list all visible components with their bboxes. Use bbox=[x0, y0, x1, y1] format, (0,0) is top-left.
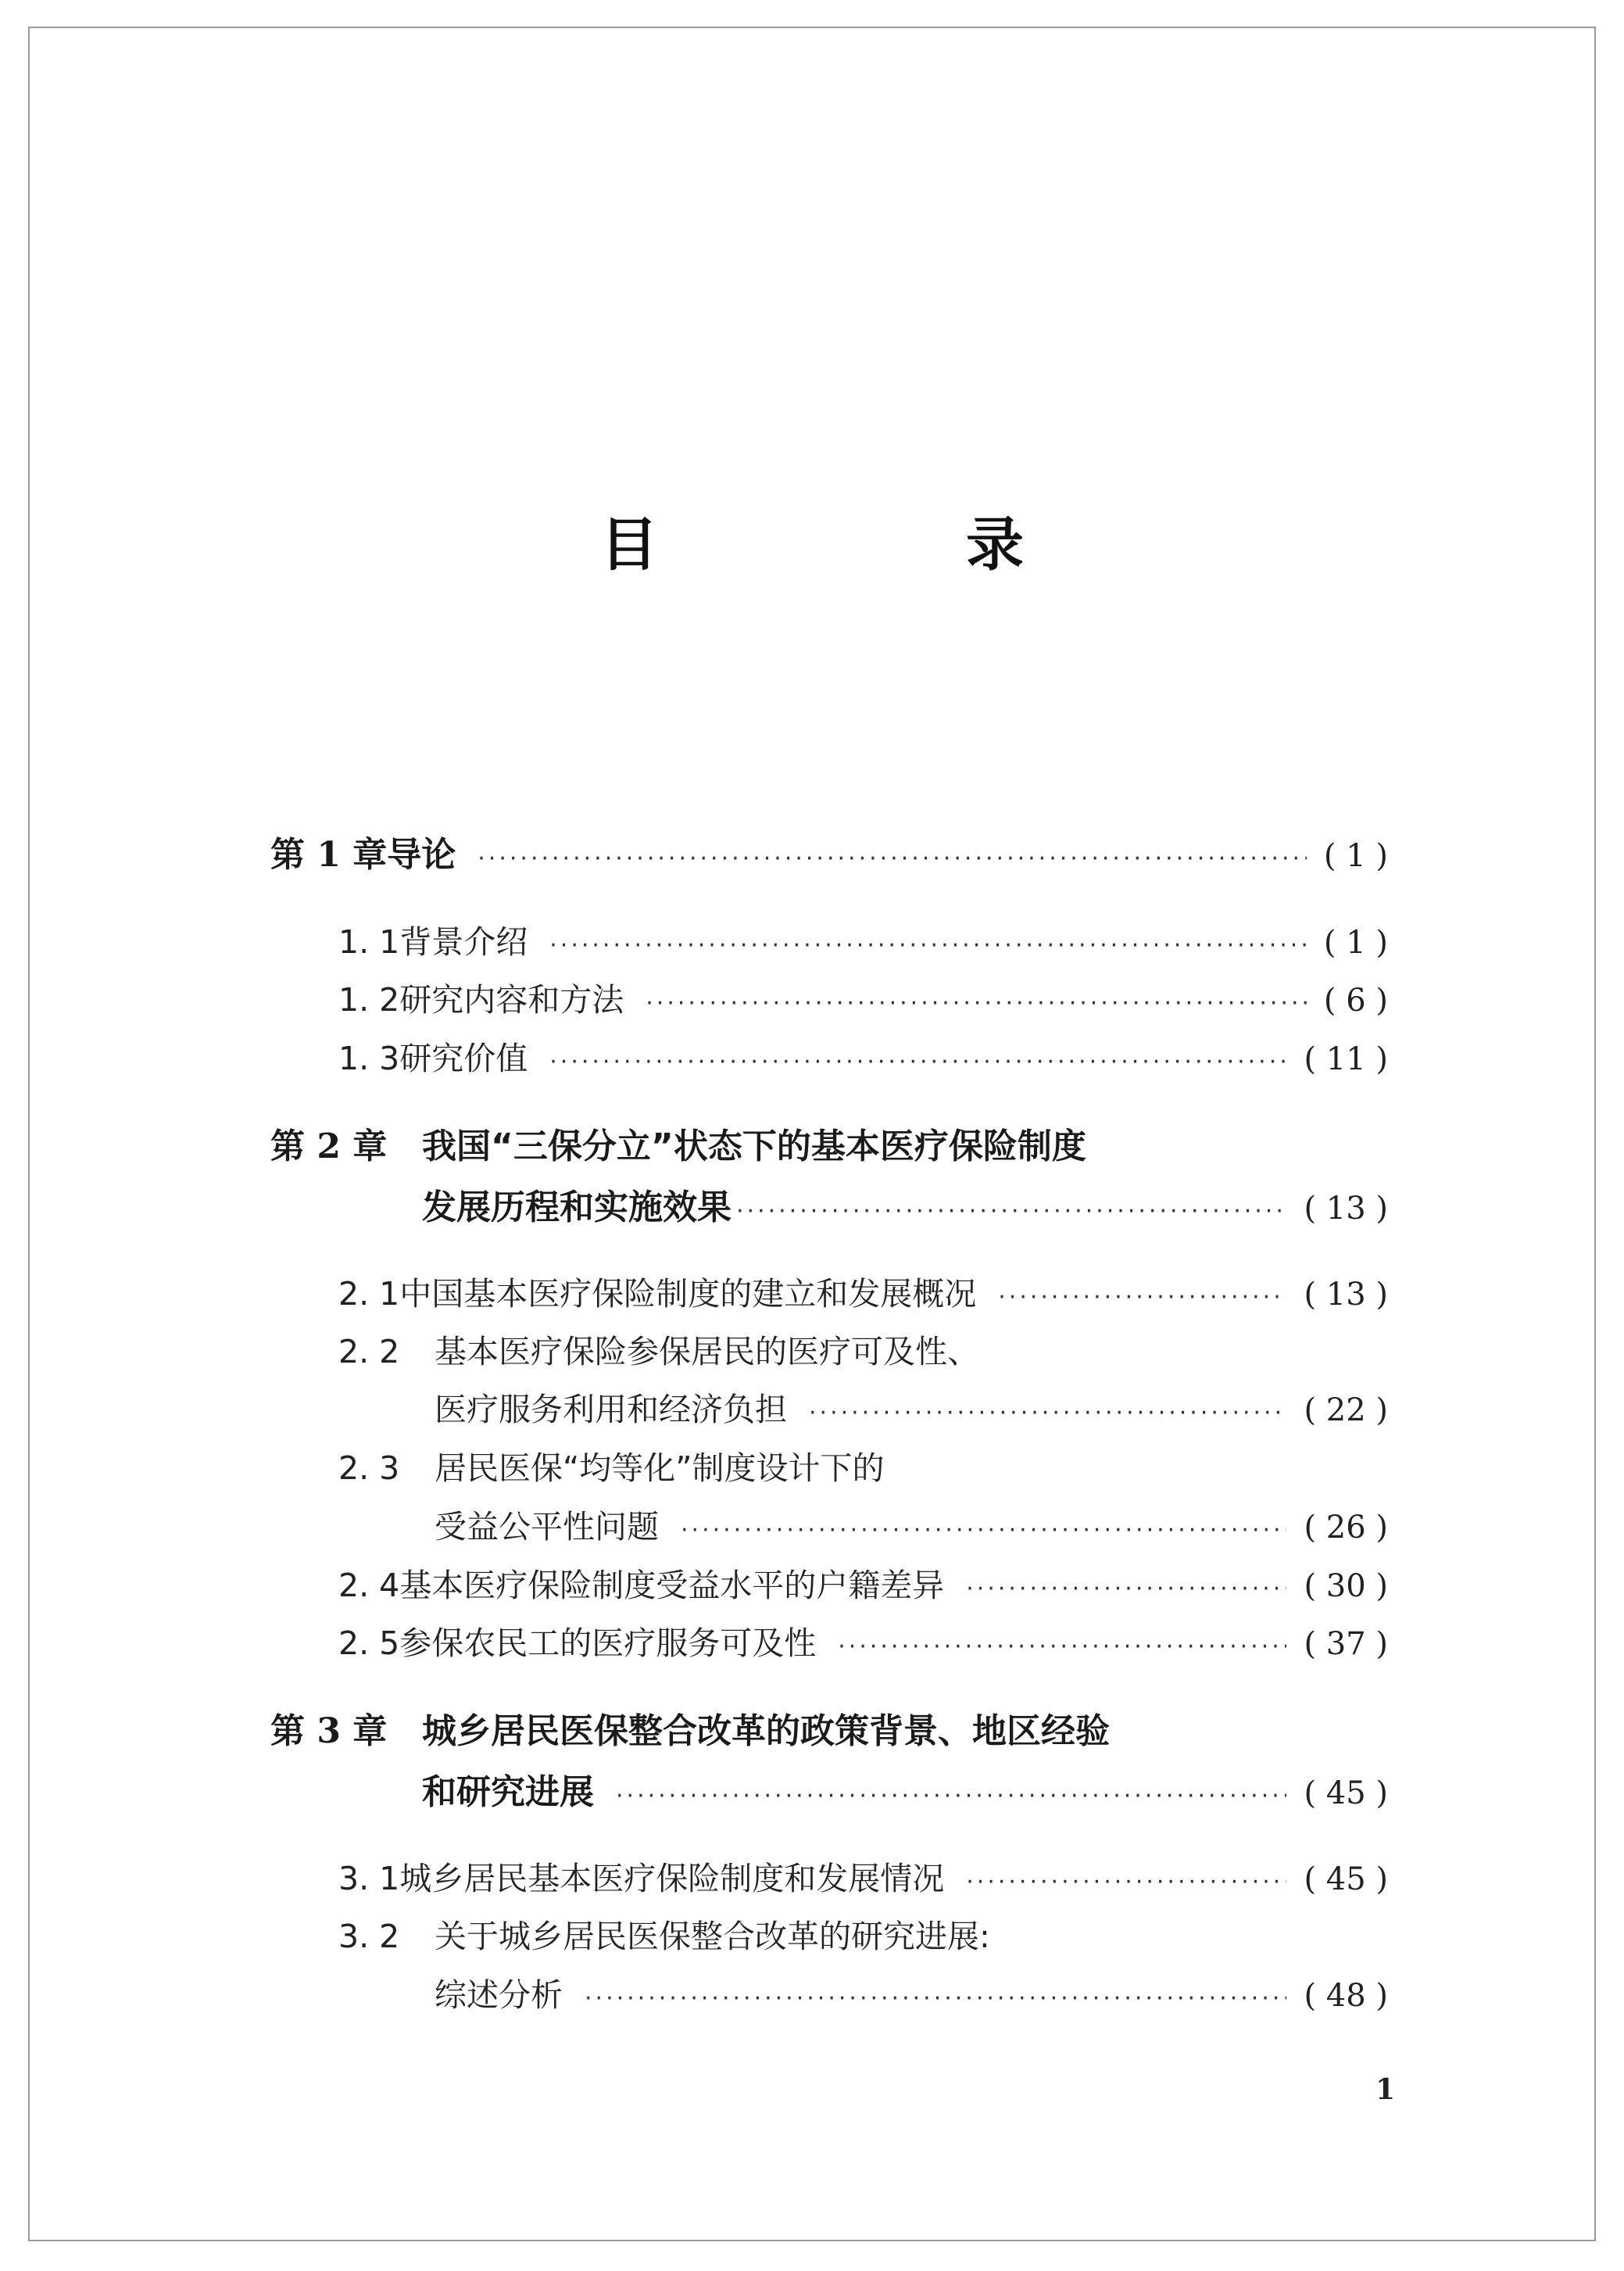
toc-section-3-2-line-1[interactable] bbox=[338, 1912, 990, 1961]
page-number: ( 48 ) bbox=[1304, 1978, 1388, 2014]
page-number: ( 37 ) bbox=[1304, 1626, 1388, 1662]
leader-dots bbox=[549, 1038, 1286, 1087]
toc-section-3-2-line-2[interactable] bbox=[435, 1971, 1388, 2019]
section-number: 1. 2 bbox=[338, 981, 400, 1019]
leader-dots bbox=[585, 1975, 1286, 2023]
page-folio: 1 bbox=[1375, 2073, 1396, 2106]
toc-section-1-2[interactable] bbox=[338, 976, 1388, 1024]
section-title: 关于城乡居民医保整合改革的研究进展: bbox=[435, 1918, 990, 1955]
chapter-title: 城乡居民医保整合改革的政策背景、地区经验 bbox=[422, 1711, 1110, 1751]
section-title: 基本医疗保险参保居民的医疗可及性、 bbox=[435, 1333, 979, 1370]
section-number: 2. 3 bbox=[338, 1449, 400, 1487]
section-title: 研究价值 bbox=[399, 1040, 528, 1077]
leader-dots bbox=[966, 1565, 1286, 1614]
chapter-number: 第 1 章 bbox=[270, 835, 388, 875]
chapter-title: 我国“三保分立”状态下的基本医疗保险制度 bbox=[422, 1127, 1086, 1166]
toc-section-2-2-line-1[interactable] bbox=[338, 1327, 979, 1376]
section-number: 2. 2 bbox=[338, 1333, 400, 1370]
page-number: ( 13 ) bbox=[1304, 1277, 1388, 1313]
section-title: 城乡居民基本医疗保险制度和发展情况 bbox=[399, 1860, 945, 1897]
page-number: ( 45 ) bbox=[1304, 1861, 1388, 1897]
leader-dots bbox=[681, 1506, 1286, 1555]
section-number: 2. 5 bbox=[338, 1624, 400, 1662]
page-number: ( 11 ) bbox=[1304, 1041, 1388, 1077]
section-title: 中国基本医疗保险制度的建立和发展概况 bbox=[399, 1275, 977, 1313]
chapter-number: 第 2 章 bbox=[270, 1127, 388, 1166]
section-title-continued: 综述分析 bbox=[435, 1976, 563, 2014]
page-number: ( 6 ) bbox=[1323, 983, 1388, 1019]
section-title: 参保农民工的医疗服务可及性 bbox=[399, 1624, 817, 1662]
toc-chapter-1[interactable] bbox=[270, 831, 1388, 879]
chapter-number: 第 3 章 bbox=[270, 1711, 388, 1751]
toc-section-1-3[interactable] bbox=[338, 1034, 1388, 1083]
page-number: ( 13 ) bbox=[1304, 1191, 1388, 1227]
section-number: 2. 4 bbox=[338, 1567, 400, 1604]
leader-dots bbox=[966, 1858, 1286, 1907]
toc-section-2-5[interactable] bbox=[338, 1619, 1388, 1667]
toc-title: 目 录 bbox=[600, 511, 1149, 578]
leader-dots bbox=[616, 1772, 1286, 1821]
page-number: ( 45 ) bbox=[1304, 1775, 1388, 1811]
leader-dots bbox=[646, 980, 1307, 1028]
toc-section-2-1[interactable] bbox=[338, 1270, 1388, 1318]
page-number: ( 30 ) bbox=[1304, 1568, 1388, 1604]
section-number: 3. 1 bbox=[338, 1860, 400, 1897]
chapter-title-continued: 和研究进展 bbox=[422, 1772, 594, 1812]
section-title: 研究内容和方法 bbox=[399, 981, 624, 1019]
leader-dots bbox=[838, 1623, 1286, 1671]
toc-section-2-3-line-2[interactable] bbox=[435, 1503, 1388, 1551]
section-title: 背景介绍 bbox=[399, 923, 528, 961]
toc-chapter-3-line-1[interactable] bbox=[270, 1707, 1110, 1756]
page-number: ( 22 ) bbox=[1304, 1392, 1388, 1428]
toc-section-2-4[interactable] bbox=[338, 1561, 1388, 1610]
section-title: 基本医疗保险制度受益水平的户籍差异 bbox=[399, 1567, 945, 1604]
toc-chapter-3-line-2[interactable] bbox=[422, 1768, 1388, 1817]
leader-dots bbox=[809, 1389, 1286, 1438]
toc-chapter-2-line-1[interactable] bbox=[270, 1123, 1086, 1171]
section-number: 1. 3 bbox=[338, 1040, 400, 1077]
leader-dots bbox=[998, 1273, 1286, 1322]
section-number: 1. 1 bbox=[338, 923, 400, 961]
page-number: ( 1 ) bbox=[1323, 838, 1388, 874]
page-number: ( 26 ) bbox=[1304, 1510, 1388, 1546]
toc-section-1-1[interactable] bbox=[338, 918, 1388, 966]
toc-section-3-1[interactable] bbox=[338, 1854, 1388, 1903]
page-number: ( 1 ) bbox=[1323, 925, 1388, 961]
chapter-title-continued: 发展历程和实施效果 bbox=[422, 1187, 732, 1227]
toc-chapter-2-line-2[interactable] bbox=[422, 1184, 1388, 1232]
leader-dots bbox=[478, 835, 1307, 883]
section-number: 3. 2 bbox=[338, 1918, 400, 1955]
leader-dots bbox=[549, 922, 1307, 970]
section-title-continued: 医疗服务利用和经济负担 bbox=[435, 1391, 787, 1428]
section-title-continued: 受益公平性问题 bbox=[435, 1508, 659, 1546]
section-title: 居民医保“均等化”制度设计下的 bbox=[435, 1449, 885, 1487]
toc-section-2-3-line-1[interactable] bbox=[338, 1444, 884, 1492]
chapter-title: 导论 bbox=[387, 835, 456, 875]
leader-dots bbox=[736, 1187, 1286, 1236]
toc-section-2-2-line-2[interactable] bbox=[435, 1385, 1388, 1434]
section-number: 2. 1 bbox=[338, 1275, 400, 1313]
